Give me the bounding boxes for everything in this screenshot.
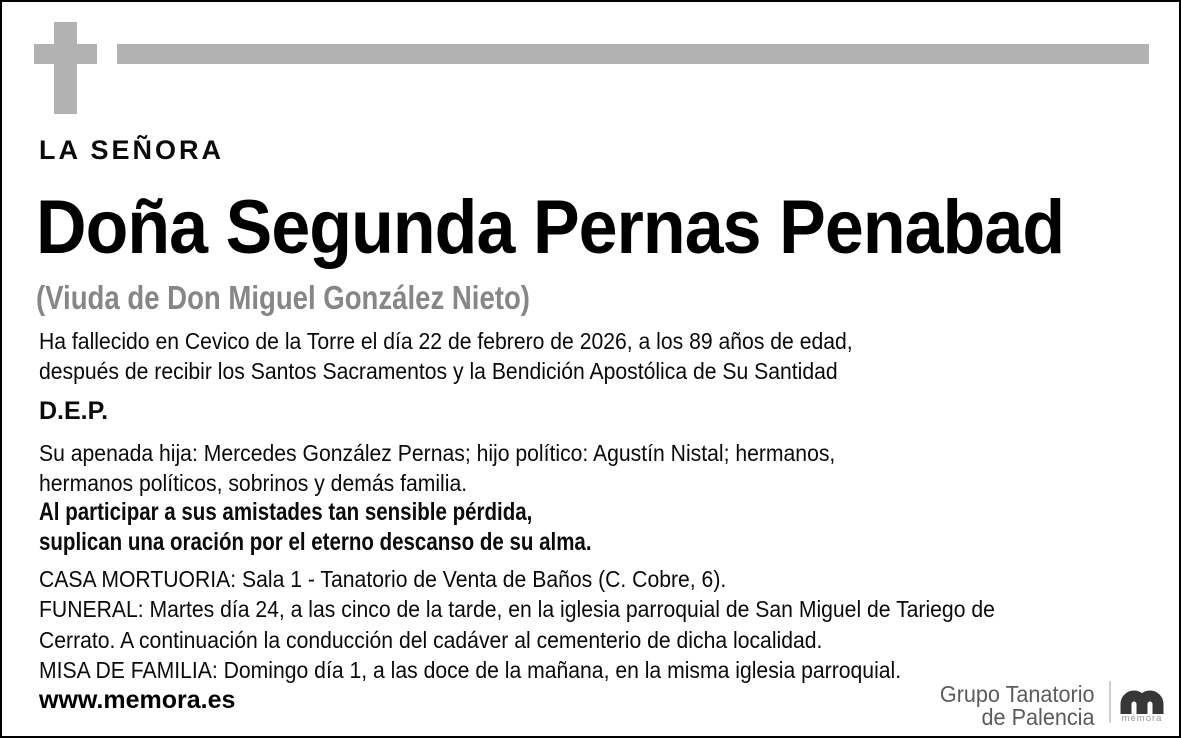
footer-divider [1109, 681, 1111, 723]
website-url: www.memora.es [39, 686, 236, 714]
funeral-line: Cerrato. A continuación la conducción del cadáver al cementerio de dicha localidad. [39, 626, 823, 653]
family-list-line: Su apenada hija: Mercedes González Pernas; hijo político: Agustín Nistal; hermanos, [39, 440, 836, 466]
memora-wordmark: mémora [1121, 713, 1163, 724]
death-notice-line: después de recibir los Santos Sacramentos y la Bendición Apostólica de Su Santidad [39, 358, 838, 384]
participation-statement [39, 497, 713, 557]
cross-icon-horizontal-bar [34, 44, 97, 64]
death-notice-line: Ha fallecido en Cevico de la Torre el día 22 de febrero de 2026, a los 89 años de edad, [39, 328, 853, 354]
family-list-line: hermanos políticos, sobrinos y demás familia. [39, 470, 468, 496]
participation-line: suplican una oración por el eterno descanso de su alma. [39, 528, 592, 556]
memora-m-icon [1119, 690, 1165, 714]
funeral-line: FUNERAL: Martes día 24, a las cinco de la tarde, en la iglesia parroquial de San Miguel de Tariego de [39, 596, 995, 623]
cross-icon-vertical-bar [54, 22, 77, 114]
service-details [39, 564, 1078, 686]
deceased-relation: (Viuda de Don Miguel González Nieto) [36, 279, 530, 316]
header-rule [117, 44, 1149, 64]
funeral-group-name-line: Grupo Tanatorio [940, 681, 1095, 707]
participation-line: Al participar a sus amistades tan sensible pérdida, [39, 498, 533, 526]
funeral-group-name [940, 683, 1095, 728]
mortuary-house-line: CASA MORTUORIA: Sala 1 - Tanatorio de Venta de Baños (C. Cobre, 6). [39, 566, 727, 592]
death-notice [39, 326, 923, 386]
family-list [39, 438, 905, 498]
dep-abbreviation: D.E.P. [39, 397, 109, 425]
funeral-group-name-line: de Palencia [982, 703, 1095, 730]
honorific-label: LA SEÑORA [39, 135, 225, 165]
family-mass-line: MISA DE FAMILIA: Domingo día 1, a las doce de la mañana, en la misma iglesia parroquial. [39, 657, 902, 684]
deceased-name: Doña Segunda Pernas Penabad [36, 185, 1065, 270]
memora-logo [1119, 690, 1165, 724]
